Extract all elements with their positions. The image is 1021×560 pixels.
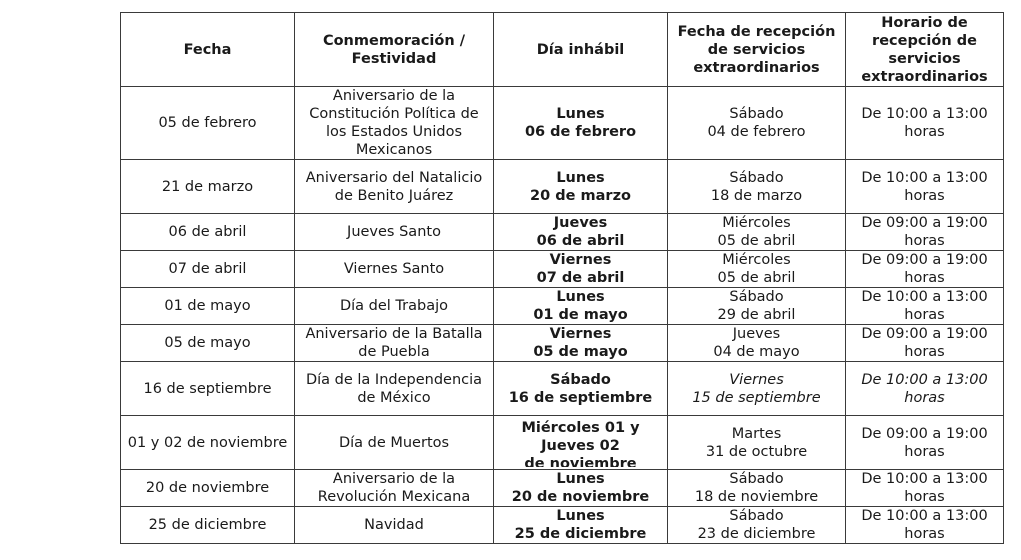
cell-conmemoracion: Aniversario de la Constitución Política de los Estados Unidos Mexicanos [295, 87, 494, 160]
cell-dia-inhabil [494, 362, 668, 416]
recepcion-day: Miércoles [722, 215, 791, 231]
cell-dia-inhabil [494, 507, 668, 544]
recepcion-date: 18 de marzo [710, 187, 803, 204]
cell-fecha: 01 de mayo [121, 288, 295, 325]
horario-unit: horas [904, 443, 945, 460]
recepcion-date: 15 de septiembre [692, 389, 821, 406]
dia-inhabil-date: 20 de noviembre [511, 489, 650, 505]
dia-inhabil-day: Lunes [556, 289, 605, 305]
dia-inhabil-day: Viernes [549, 252, 612, 268]
cell-fecha: 21 de marzo [121, 160, 295, 214]
header-fecha-recepcion: Fecha de recepción de servicios extraordinarios [668, 13, 846, 87]
recepcion-day: Jueves [732, 326, 781, 342]
cell-conmemoracion: Día de la Independencia de México [295, 362, 494, 416]
horario-range: De 09:00 a 19:00 [861, 252, 988, 268]
cell-dia-inhabil [494, 87, 668, 160]
cell-conmemoracion: Día de Muertos [295, 416, 494, 470]
cell-dia-inhabil [494, 160, 668, 214]
recepcion-day: Miércoles [722, 252, 791, 268]
horario-unit: horas [904, 344, 945, 360]
recepcion-date: 05 de abril [717, 270, 796, 286]
table-row [121, 214, 1004, 251]
dia-inhabil-date: 06 de febrero [524, 124, 637, 140]
fecha-text: 01 y 02 de noviembre [127, 434, 288, 451]
cell-dia-inhabil [494, 325, 668, 362]
cell-horario [846, 507, 1004, 544]
table-row [121, 325, 1004, 362]
cell-fecha [121, 416, 295, 470]
horario-unit: horas [904, 187, 945, 204]
header-horario-recepcion: Horario de recepción de servicios extraordinarios [846, 13, 1004, 87]
recepcion-day: Sábado [729, 169, 784, 186]
holiday-table-container [120, 12, 1003, 544]
table-row [121, 416, 1004, 470]
header-fecha: Fecha [121, 13, 295, 87]
dia-inhabil-day: Sábado [550, 371, 611, 388]
table-row [121, 470, 1004, 507]
cell-fecha-recepcion [668, 251, 846, 288]
cell-fecha: 07 de abril [121, 251, 295, 288]
recepcion-date: 23 de diciembre [697, 526, 816, 542]
cell-fecha-recepcion [668, 325, 846, 362]
cell-horario [846, 288, 1004, 325]
cell-horario [846, 214, 1004, 251]
cell-fecha: 06 de abril [121, 214, 295, 251]
cell-fecha-recepcion [668, 160, 846, 214]
dia-inhabil-day: Jueves [553, 215, 608, 231]
cell-fecha-recepcion [668, 362, 846, 416]
recepcion-day: Sábado [729, 508, 784, 524]
recepcion-day: Sábado [729, 471, 784, 487]
table-row [121, 251, 1004, 288]
cell-conmemoracion: Viernes Santo [295, 251, 494, 288]
dia-inhabil-date: 16 de septiembre [508, 389, 653, 406]
cell-conmemoracion: Día del Trabajo [295, 288, 494, 325]
cell-dia-inhabil [494, 416, 668, 470]
horario-range: De 10:00 a 13:00 [861, 106, 988, 122]
cell-fecha: 05 de mayo [121, 325, 295, 362]
cell-fecha: 20 de noviembre [121, 470, 295, 507]
dia-inhabil-day: Lunes [556, 471, 605, 487]
cell-conmemoracion: Navidad [295, 507, 494, 544]
cell-horario [846, 251, 1004, 288]
recepcion-day: Martes [731, 425, 782, 442]
cell-conmemoracion: Aniversario del Natalicio de Benito Juárez [295, 160, 494, 214]
dia-inhabil-day-2: Jueves 02 [541, 437, 620, 454]
cell-fecha: 16 de septiembre [121, 362, 295, 416]
horario-range: De 10:00 a 13:00 [861, 371, 988, 388]
cell-fecha-recepcion [668, 214, 846, 251]
cell-fecha-recepcion [668, 470, 846, 507]
recepcion-date: 18 de noviembre [694, 489, 819, 505]
table-row [121, 288, 1004, 325]
cell-horario [846, 325, 1004, 362]
dia-inhabil-date: 05 de mayo [533, 344, 628, 360]
header-row [121, 13, 1004, 87]
cell-dia-inhabil [494, 288, 668, 325]
recepcion-date: 31 de octubre [705, 443, 808, 460]
dia-inhabil-date: 01 de mayo [533, 307, 628, 323]
cell-conmemoracion: Aniversario de la Revolución Mexicana [295, 470, 494, 507]
cell-horario [846, 416, 1004, 470]
cell-horario [846, 362, 1004, 416]
holiday-table [120, 12, 1004, 544]
dia-inhabil-day-1: Miércoles 01 y [521, 419, 640, 436]
cell-conmemoracion: Aniversario de la Batalla de Puebla [295, 325, 494, 362]
cell-horario [846, 470, 1004, 507]
cell-horario [846, 87, 1004, 160]
horario-range: De 10:00 a 13:00 [861, 471, 988, 487]
table-row [121, 87, 1004, 160]
cell-horario [846, 160, 1004, 214]
cell-fecha-recepcion [668, 288, 846, 325]
dia-inhabil-date: 07 de abril [536, 270, 625, 286]
dia-inhabil-day: Lunes [556, 106, 605, 122]
cell-fecha: 25 de diciembre [121, 507, 295, 544]
dia-inhabil-day: Lunes [556, 169, 605, 186]
recepcion-day: Sábado [729, 289, 784, 305]
recepcion-date: 05 de abril [717, 233, 796, 249]
cell-dia-inhabil [494, 214, 668, 251]
recepcion-date: 04 de mayo [713, 344, 800, 360]
cell-fecha: 05 de febrero [121, 87, 295, 160]
horario-range: De 09:00 a 19:00 [861, 425, 988, 442]
horario-unit: horas [904, 124, 945, 140]
horario-unit: horas [904, 270, 945, 286]
cell-dia-inhabil [494, 470, 668, 507]
cell-fecha-recepcion [668, 416, 846, 470]
horario-unit: horas [904, 526, 945, 542]
horario-range: De 09:00 a 19:00 [861, 215, 988, 231]
horario-range: De 09:00 a 19:00 [861, 326, 988, 342]
horario-unit: horas [904, 489, 945, 505]
horario-unit: horas [904, 233, 945, 249]
horario-range: De 10:00 a 13:00 [861, 508, 988, 524]
table-row [121, 507, 1004, 544]
recepcion-day: Sábado [729, 106, 784, 122]
recepcion-day: Viernes [729, 371, 784, 388]
cell-fecha-recepcion [668, 87, 846, 160]
header-conmemoracion [295, 13, 494, 87]
horario-range: De 10:00 a 13:00 [861, 169, 988, 186]
dia-inhabil-date: de noviembre [524, 455, 637, 467]
dia-inhabil-day: Viernes [549, 326, 612, 342]
dia-inhabil-date: 25 de diciembre [514, 526, 647, 542]
horario-range: De 10:00 a 13:00 [861, 289, 988, 305]
cell-dia-inhabil [494, 251, 668, 288]
recepcion-date: 29 de abril [717, 307, 796, 323]
dia-inhabil-date: 20 de marzo [530, 187, 631, 204]
cell-conmemoracion: Jueves Santo [295, 214, 494, 251]
table-row [121, 362, 1004, 416]
horario-unit: horas [904, 307, 945, 323]
dia-inhabil-date: 06 de abril [536, 233, 625, 249]
dia-inhabil-day: Lunes [556, 508, 605, 524]
recepcion-date: 04 de febrero [707, 124, 806, 140]
horario-unit: horas [904, 389, 945, 406]
cell-fecha-recepcion [668, 507, 846, 544]
header-conmemoracion-text: Conmemoración / Festividad [322, 32, 466, 67]
table-row [121, 160, 1004, 214]
header-dia-inhabil: Día inhábil [494, 13, 668, 87]
